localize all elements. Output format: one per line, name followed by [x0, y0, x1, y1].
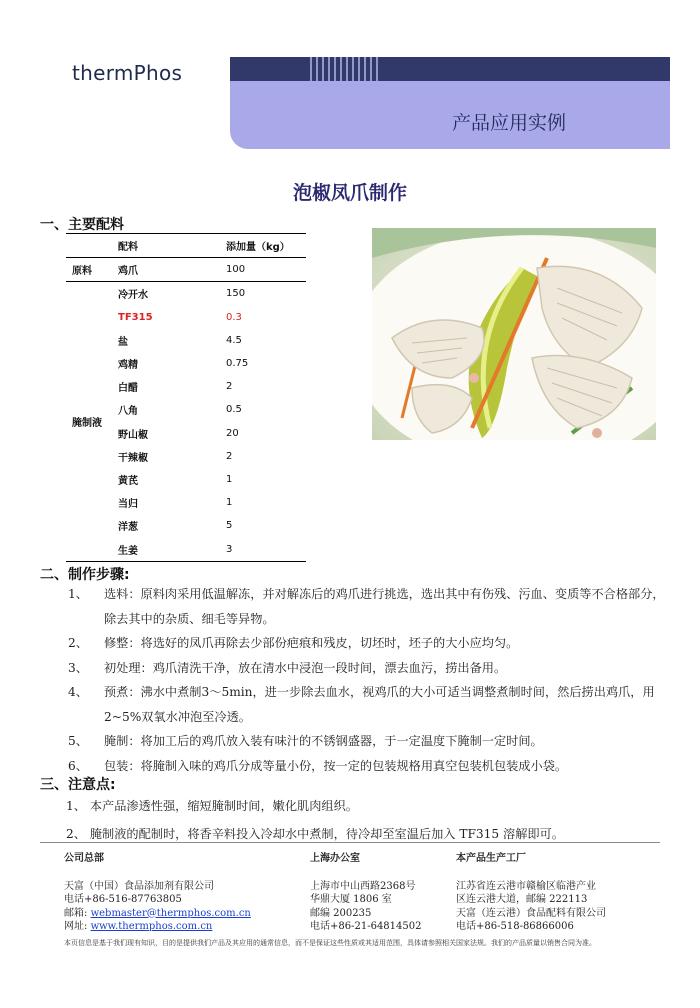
- note-text: 腌制液的配制时，将香辛料投入冷却水中煮制，待冷却至室温后加入 TF315 溶解即可。: [89, 827, 564, 841]
- step-item: [68, 680, 668, 729]
- step-item: [68, 631, 668, 656]
- ingredient-amount: 2: [226, 450, 233, 462]
- footer-factory-line: 电话+86-518-86866006: [456, 921, 574, 932]
- footer-email-link[interactable]: webmaster@thermphos.com.cn: [90, 907, 251, 919]
- footer-shanghai-line: 华鼎大厦 1806 室: [310, 894, 392, 905]
- note-text: 本产品渗透性强，缩短腌制时间，嫩化肌肉组织。: [89, 799, 358, 813]
- logo-text: thermPhos: [72, 61, 183, 85]
- footer-factory-title: 本产品生产工厂: [456, 853, 526, 864]
- step-text: 选料：原料肉采用低温解冻，并对解冻后的鸡爪进行挑选，选出其中有伤残、污血、变质等不合格部分，除去其中的杂质、细毛等异物。: [104, 587, 665, 626]
- ingredient-name: 盐: [118, 336, 128, 348]
- logo: [44, 58, 182, 88]
- footer-shanghai-line: 邮编 200235: [310, 907, 372, 919]
- step-number: 2、: [68, 636, 88, 650]
- ingredient-name: 白醋: [118, 383, 138, 395]
- step-text: 修整：将选好的凤爪再除去少部份疤痕和残皮，切坯时，坯子的大小应均匀。: [104, 636, 519, 650]
- table-row: [66, 282, 306, 306]
- section-ingredients-heading: 一、主要配料: [40, 217, 124, 233]
- ingredient-amount: 1: [226, 497, 233, 509]
- ingredient-name: 当归: [118, 499, 138, 511]
- footer-hq-title: 公司总部: [64, 853, 104, 864]
- step-number: 3、: [68, 660, 88, 675]
- step-text: 初处理：鸡爪清洗干净，放在清水中浸泡一段时间，漂去血污，捞出备用。: [104, 660, 507, 675]
- header-band: [230, 57, 670, 81]
- header-ingredient: 配料: [118, 234, 226, 258]
- step-text: 腌制：将加工后的鸡爪放入装有味汁的不锈钢盛器，于一定温度下腌制一定时间。: [104, 734, 543, 748]
- section-steps-heading: 二、制作步骤:: [40, 567, 130, 583]
- ingredient-amount: 4.5: [226, 334, 242, 346]
- ingredient-name: 生姜: [118, 537, 226, 561]
- footer-hq-company: 天富（中国）食品添加剂有限公司: [64, 880, 214, 892]
- header-stripes: [310, 57, 382, 81]
- logo-moon-icon: [44, 62, 66, 84]
- footer-shanghai: [310, 852, 460, 934]
- ingredient-amount: 150: [226, 288, 246, 300]
- ingredient-amount: 3: [226, 537, 306, 561]
- footer-factory-line: 区连云港大道，邮编 222113: [456, 894, 588, 905]
- footer-factory: [456, 852, 676, 934]
- step-text: 包装：将腌制入味的鸡爪分成等量小份，按一定的包装规格用真空包装机包装成小袋。: [104, 758, 568, 773]
- footer-divider: [40, 842, 660, 843]
- table-row: [66, 258, 306, 282]
- ingredient-name: 野山椒: [118, 429, 148, 441]
- ingredient-name: 鸡爪: [118, 258, 226, 282]
- footer-hq-web-row: [64, 920, 294, 934]
- ingredient-name: 洋葱: [118, 522, 138, 534]
- ingredient-amount: 2: [226, 381, 233, 393]
- note-item: [66, 820, 666, 848]
- footer-hq: [64, 852, 294, 934]
- footer-disclaimer: 本页信息是基于我们现有知识，目的是提供我们产品及其应用的通常信息，而不是保证这些性质或其适用范围，具体请参照相关国家法规。我们的产品质量以销售合同为准。: [64, 939, 596, 947]
- footer-email-label: 邮箱:: [64, 907, 88, 919]
- footer-hq-phone: 电话+86-516-87763805: [64, 894, 182, 905]
- section-notes-heading: 三、注意点:: [40, 777, 116, 793]
- dish-photo: [372, 228, 656, 440]
- ingredient-amount: 1: [226, 473, 233, 485]
- ingredient-name: 干辣椒: [118, 452, 148, 464]
- footer-shanghai-line: 电话+86-21-64814502: [310, 921, 422, 932]
- step-number: 5、: [68, 734, 88, 748]
- step-number: 4、: [68, 685, 88, 699]
- ingredient-amount: 0.3: [226, 311, 242, 323]
- header-panel: [230, 81, 670, 149]
- header-amount: 添加量（kg）: [226, 234, 306, 258]
- notes-list: [66, 792, 666, 848]
- steps-list: [68, 582, 668, 778]
- ingredient-name: 冷开水: [118, 290, 148, 302]
- footer-factory-line: 天富（连云港）食品配料有限公司: [456, 907, 606, 919]
- step-item: [68, 754, 668, 779]
- step-item: [68, 656, 668, 681]
- footer-shanghai-title: 上海办公室: [310, 853, 360, 864]
- ingredient-name: TF315: [118, 311, 153, 323]
- table-header-row: [66, 234, 306, 258]
- ingredient-amount: 100: [226, 258, 306, 282]
- footer-web-link[interactable]: www.thermphos.com.cn: [90, 921, 213, 932]
- ingredient-name: 鸡精: [118, 360, 138, 372]
- footer-shanghai-line: 上海市中山西路2368号: [310, 880, 416, 892]
- panel-title: 产品应用实例: [451, 112, 566, 134]
- ingredient-amount: 5: [226, 520, 233, 532]
- ingredient-amount: 0.5: [226, 404, 242, 416]
- note-number: 2、: [66, 827, 86, 841]
- ingredient-name: 黄芪: [118, 475, 138, 487]
- step-number: 1、: [68, 587, 88, 601]
- step-item: [68, 729, 668, 754]
- note-number: 1、: [66, 799, 86, 813]
- footer-web-label: 网址:: [64, 921, 88, 932]
- step-number: 6、: [68, 758, 88, 773]
- group-marinade-label: 腌制液: [66, 282, 118, 561]
- ingredient-table: [66, 233, 306, 562]
- step-item: [68, 582, 668, 631]
- footer-factory-line: 江苏省连云港市赣榆区临港产业: [456, 880, 596, 892]
- footer-hq-email-row: [64, 907, 294, 921]
- step-text: 预煮：沸水中煮制3～5min，进一步除去血水，视鸡爪的大小可适当调整煮制时间，然后捞出鸡爪，用2~5%双氧水冲泡至冷透。: [104, 685, 655, 724]
- document-title: 泡椒凤爪制作: [292, 182, 407, 204]
- ingredient-amount: 0.75: [226, 358, 249, 370]
- ingredient-name: 八角: [118, 406, 138, 418]
- group-raw-label: 原料: [66, 258, 118, 282]
- note-item: [66, 792, 666, 820]
- ingredient-amount: 20: [226, 427, 239, 439]
